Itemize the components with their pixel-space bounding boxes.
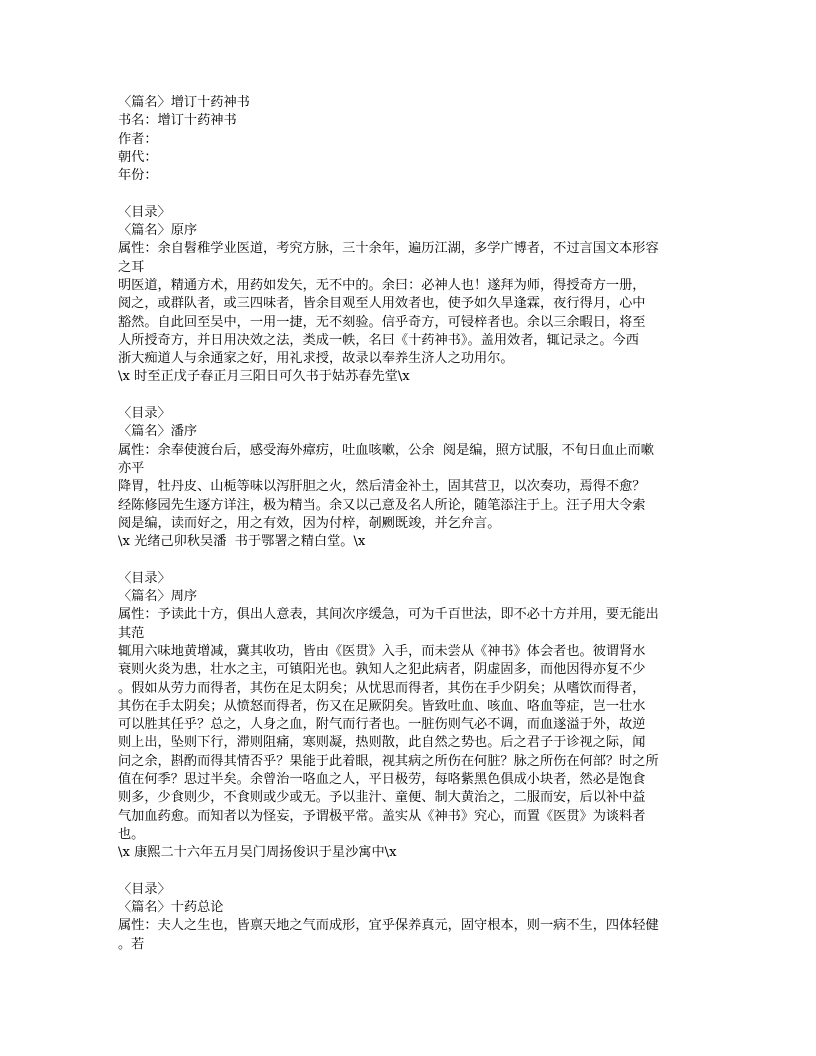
- section: [118, 405, 698, 570]
- text-line: 经陈修园先生逐方详注，极为精当。余又以己意及名人所论，随笔添注于上。汪子用大令索: [118, 497, 646, 513]
- chapter-name: 〈篇名〉周序: [118, 589, 198, 605]
- text-line: 豁然。自此回至吴中，一用一捷，无不刻验。信乎奇方，可锓梓者也。余以三余暇日，将至: [118, 314, 646, 330]
- text-line: 值在何季？思过半矣。余曾治一咯血之人，平日极劳，每咯紫黑色俱成小块者，然必是饱食: [118, 771, 646, 787]
- text-line: 浙大痴道人与余通家之好，用礼求授，故录以奉养生济人之功用尔。: [118, 351, 514, 367]
- spacer: [118, 551, 698, 569]
- title-line: 〈篇名〉增订十药神书: [118, 95, 250, 110]
- text-line: 问之余，斟酌而得其情否乎？果能于此着眼，视其病之所伤在何脏？脉之所伤在何部？时之所: [118, 753, 659, 769]
- sections-container: [118, 204, 698, 954]
- text-line: 其范: [118, 625, 145, 641]
- text-line: 降胃，牡丹皮、山栀等味以泻肝胆之火，然后清金补土，固其营卫，以次奏功，焉得不愈？: [118, 479, 646, 495]
- toc-heading: 〈目录〉: [118, 406, 171, 422]
- chapter-name: 〈篇名〉十药总论: [118, 900, 224, 916]
- document-page: [118, 94, 698, 954]
- text-line: 属性：余自髫稚学业医道，考究方脉，三十余年，遍历江湖，多学广博者，不过言国文本形容: [118, 241, 659, 257]
- text-line: 之耳: [118, 259, 145, 275]
- text-line: 辄用六味地黄增减，冀其收功，皆由《医贯》入手，而未尝从《神书》体会者也。彼谓肾水: [118, 643, 646, 659]
- section: [118, 204, 698, 405]
- text-line: 则上出，坠则下行，滞则阻痛，寒则凝，热则散，此自然之势也。后之君子于诊视之际，闻: [118, 735, 646, 751]
- text-line: 衰则火炎为患，壮水之主，可镇阳光也。孰知人之犯此病者，阴虚固多，而他因得亦复不少: [118, 662, 646, 678]
- section: [118, 881, 698, 954]
- text-line: 明医道，精通方术，用药如发矢，无不中的。余曰：必神人也！遂拜为师，得授奇方一册，: [118, 277, 646, 293]
- text-line: 属性：夫人之生也，皆禀天地之气而成形，宜乎保养真元，固守根本，则一病不生，四体轻健: [118, 918, 659, 934]
- text-line: \x 时至正戊子春正月三阳日可久书于姑苏春先堂\x: [118, 369, 410, 385]
- toc-heading: 〈目录〉: [118, 204, 171, 220]
- dynasty-line: 朝代：: [118, 149, 158, 165]
- text-line: 可以胜其任乎？总之，人身之血，附气而行者也。一脏伤则气必不调，而血遂溢于外，故逆: [118, 717, 646, 733]
- text-line: 则多，少食则少，不食则或少或无。予以韭汁、童便、制大黄治之，二服而安，后以补中益: [118, 790, 646, 806]
- text-line: 人所授奇方，并日用决效之法，类成一帙，名曰《十药神书》。盖用效者，辄记录之。今西: [118, 332, 639, 348]
- text-line: 。若: [118, 936, 145, 952]
- spacer: [118, 862, 698, 880]
- chapter-name: 〈篇名〉原序: [118, 223, 198, 239]
- chapter-name: 〈篇名〉潘序: [118, 424, 198, 440]
- text-line: 属性：予读此十方，俱出人意表，其间次序缓急，可为千百世法，即不必十方并用，要无能出: [118, 607, 659, 623]
- text-line: \x 康熙二十六年五月吴门周扬俊识于星沙寓中\x: [118, 845, 397, 861]
- text-line: 亦平: [118, 460, 145, 476]
- spacer: [118, 387, 698, 405]
- text-line: \x 光绪己卯秋吴潘 书于鄂署之精白堂。\x: [118, 534, 366, 550]
- spacer: [118, 185, 698, 203]
- section: [118, 570, 698, 881]
- text-line: 。假如从劳力而得者，其伤在足太阴矣；从忧思而得者，其伤在手少阴矣；从嗜饮而得者，: [118, 680, 646, 696]
- toc-heading: 〈目录〉: [118, 881, 171, 897]
- author-line: 作者：: [118, 131, 158, 147]
- text-line: 也。: [118, 826, 145, 842]
- toc-heading: 〈目录〉: [118, 570, 171, 586]
- text-line: 阅之，或群队者，或三四味者，皆余目观至人用效者也，使予如久旱逢霖，夜行得月，心中: [118, 296, 646, 312]
- year-line: 年份：: [118, 168, 158, 184]
- text-line: 其伤在手太阴矣；从愤怒而得者，伤又在足厥阴矣。皆致吐血、咳血、咯血等症，岂一壮水: [118, 698, 646, 714]
- text-line: 阅是编，读而好之，用之有效，因为付梓，剞劂既竣，并乞弁言。: [118, 515, 501, 531]
- text-line: 属性：余奉使渡台后，感受海外瘴疠，吐血咳嗽，公余 阅是编，照方试服，不旬日血止而嗽: [118, 442, 654, 458]
- book-name-line: 书名：增订十药神书: [118, 113, 237, 129]
- text-line: 气加血药愈。而知者以为怪妄，予谓极平常。盖实从《神书》究心，而置《医贯》为谈料者: [118, 808, 646, 824]
